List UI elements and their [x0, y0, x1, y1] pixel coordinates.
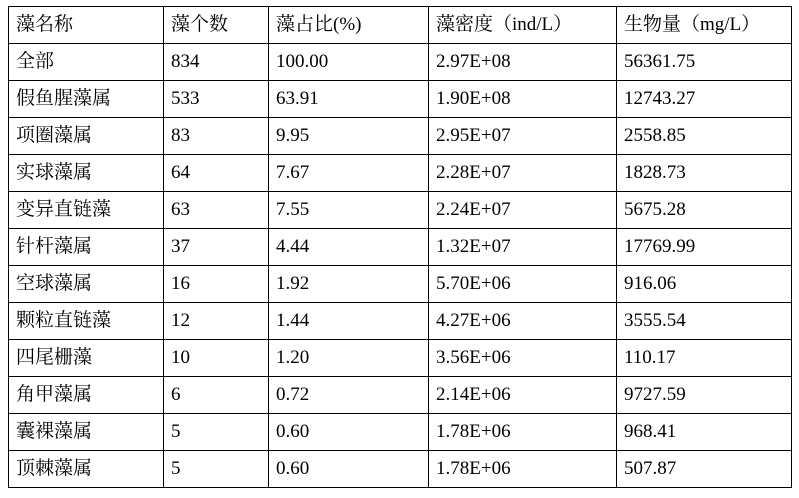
cell-algae-count: 5 [164, 451, 269, 488]
cell-algae-density: 1.32E+07 [429, 229, 617, 266]
cell-algae-biomass: 2558.85 [617, 118, 792, 155]
table-row [9, 451, 792, 488]
cell-algae-biomass: 56361.75 [617, 44, 792, 81]
column-header-count: 藻个数 [164, 7, 269, 44]
cell-algae-density: 4.27E+06 [429, 303, 617, 340]
cell-algae-count: 63 [164, 192, 269, 229]
cell-algae-name: 角甲藻属 [9, 377, 164, 414]
cell-algae-ratio: 63.91 [269, 81, 429, 118]
cell-algae-count: 533 [164, 81, 269, 118]
table-row [9, 155, 792, 192]
table-row [9, 377, 792, 414]
cell-algae-name: 针杆藻属 [9, 229, 164, 266]
table-row [9, 81, 792, 118]
cell-algae-count: 12 [164, 303, 269, 340]
cell-algae-ratio: 0.60 [269, 451, 429, 488]
cell-algae-name: 空球藻属 [9, 266, 164, 303]
cell-algae-ratio: 7.55 [269, 192, 429, 229]
cell-algae-biomass: 916.06 [617, 266, 792, 303]
cell-algae-density: 3.56E+06 [429, 340, 617, 377]
cell-algae-biomass: 110.17 [617, 340, 792, 377]
table-row [9, 192, 792, 229]
cell-algae-biomass: 17769.99 [617, 229, 792, 266]
table-row [9, 118, 792, 155]
cell-algae-count: 10 [164, 340, 269, 377]
table-row [9, 229, 792, 266]
cell-algae-density: 1.78E+06 [429, 414, 617, 451]
table-row [9, 266, 792, 303]
cell-algae-count: 5 [164, 414, 269, 451]
table-row [9, 340, 792, 377]
cell-algae-name: 四尾栅藻 [9, 340, 164, 377]
cell-algae-name: 颗粒直链藻 [9, 303, 164, 340]
cell-algae-name: 项圈藻属 [9, 118, 164, 155]
cell-algae-biomass: 3555.54 [617, 303, 792, 340]
table-row [9, 44, 792, 81]
algae-statistics-table-container [8, 6, 791, 488]
cell-algae-name: 顶棘藻属 [9, 451, 164, 488]
cell-algae-name: 实球藻属 [9, 155, 164, 192]
cell-algae-ratio: 4.44 [269, 229, 429, 266]
cell-algae-ratio: 100.00 [269, 44, 429, 81]
cell-algae-name: 假鱼腥藻属 [9, 81, 164, 118]
cell-algae-density: 2.28E+07 [429, 155, 617, 192]
cell-algae-count: 834 [164, 44, 269, 81]
column-header-density: 藻密度（ind/L） [429, 7, 617, 44]
cell-algae-ratio: 1.44 [269, 303, 429, 340]
cell-algae-count: 37 [164, 229, 269, 266]
cell-algae-biomass: 12743.27 [617, 81, 792, 118]
cell-algae-ratio: 0.72 [269, 377, 429, 414]
cell-algae-ratio: 0.60 [269, 414, 429, 451]
cell-algae-count: 83 [164, 118, 269, 155]
table-header-row [9, 7, 792, 44]
cell-algae-name: 全部 [9, 44, 164, 81]
cell-algae-biomass: 507.87 [617, 451, 792, 488]
cell-algae-biomass: 968.41 [617, 414, 792, 451]
cell-algae-density: 5.70E+06 [429, 266, 617, 303]
algae-statistics-table [8, 6, 792, 488]
cell-algae-biomass: 1828.73 [617, 155, 792, 192]
cell-algae-ratio: 7.67 [269, 155, 429, 192]
table-row [9, 414, 792, 451]
column-header-name: 藻名称 [9, 7, 164, 44]
cell-algae-biomass: 9727.59 [617, 377, 792, 414]
cell-algae-count: 16 [164, 266, 269, 303]
cell-algae-density: 1.78E+06 [429, 451, 617, 488]
cell-algae-ratio: 1.20 [269, 340, 429, 377]
cell-algae-ratio: 9.95 [269, 118, 429, 155]
cell-algae-density: 2.95E+07 [429, 118, 617, 155]
table-row [9, 303, 792, 340]
cell-algae-biomass: 5675.28 [617, 192, 792, 229]
cell-algae-density: 2.24E+07 [429, 192, 617, 229]
cell-algae-density: 2.14E+06 [429, 377, 617, 414]
cell-algae-density: 1.90E+08 [429, 81, 617, 118]
cell-algae-density: 2.97E+08 [429, 44, 617, 81]
cell-algae-ratio: 1.92 [269, 266, 429, 303]
column-header-biomass: 生物量（mg/L） [617, 7, 792, 44]
cell-algae-count: 64 [164, 155, 269, 192]
cell-algae-name: 变异直链藻 [9, 192, 164, 229]
column-header-ratio: 藻占比(%) [269, 7, 429, 44]
cell-algae-name: 囊裸藻属 [9, 414, 164, 451]
cell-algae-count: 6 [164, 377, 269, 414]
